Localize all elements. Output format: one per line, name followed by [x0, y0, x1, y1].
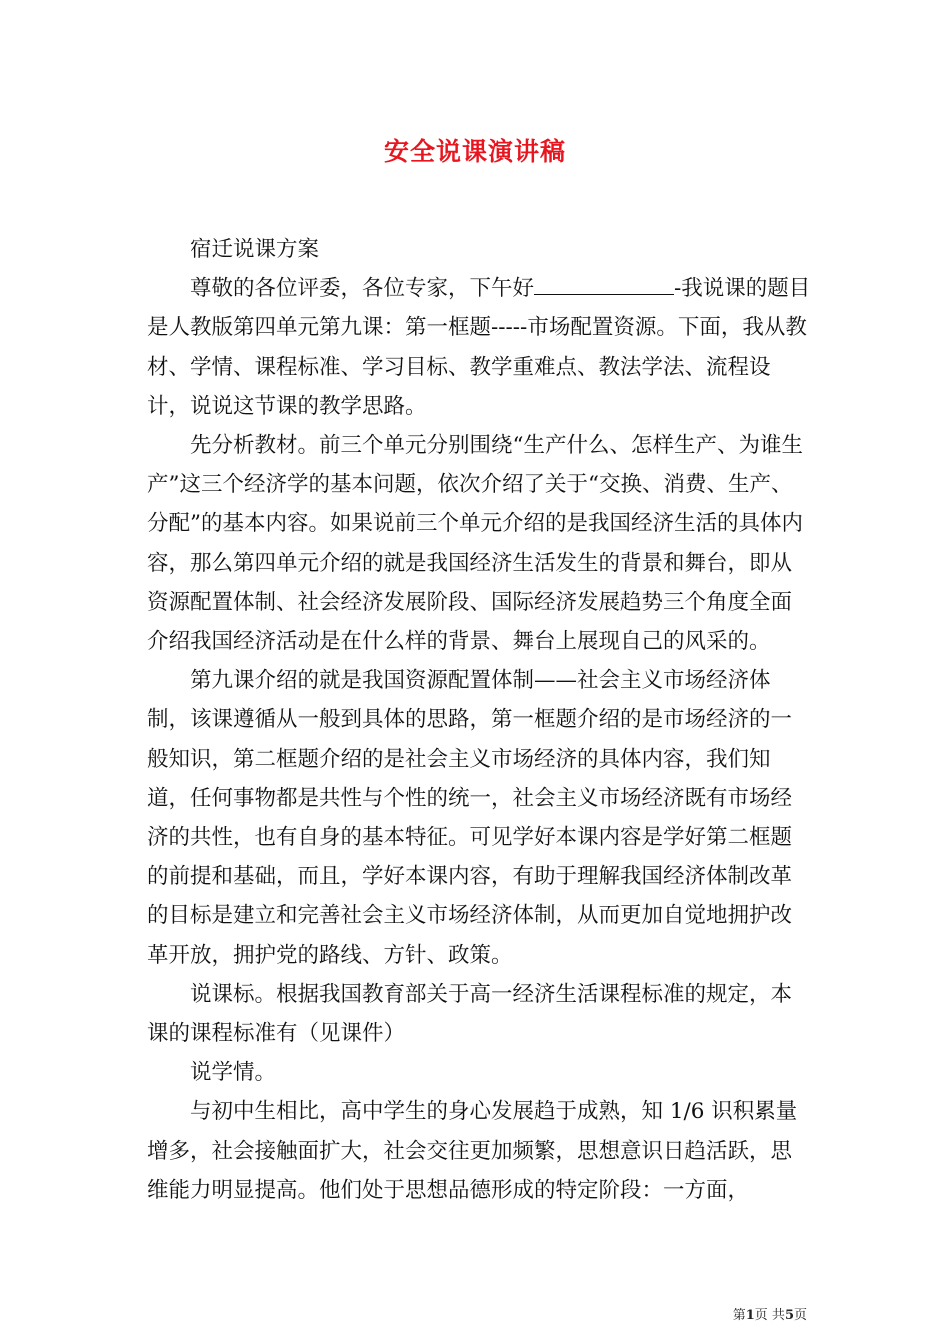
- paragraph: 先分析教材。前三个单元分别围绕“生产什么、怎样生产、为谁生产”这三个经济学的基本问题，依次介绍了关于“交换、消费、生产、分配”的基本内容。如果说前三个单元介绍的是我国经济生活的具体内容，那么第四单元介绍的就是我国经济生活发生的背景和舞台，即从资源配置体制、社会经济发展阶段、国际经济发展趋势三个角度全面介绍我国经济活动是在什么样的背景、舞台上展现自己的风采的。: [147, 433, 803, 655]
- paragraph: 与初中生相比，高中学生的身心发展趋于成熟，知 1/6 识积累量增多，社会接触面扩大，社会交往更加频繁，思想意识日趋活跃，思维能力明显提高。他们处于思想品德形成的特定阶段：一方面，: [147, 1099, 798, 1203]
- paragraph: [147, 269, 812, 426]
- footer-middle: 页 共: [754, 1308, 785, 1323]
- footer-page-number: 1: [745, 1308, 755, 1323]
- footer-suffix: 页: [793, 1308, 807, 1323]
- document-body: [147, 230, 812, 1210]
- paragraph-text: -我说课的题目是人教版第四单元第九课：第一框题-----市场配置资源。下面，我从教材、学情、课程标准、学习目标、教学重难点、教法学法、流程设计，说说这节课的教学思路。: [147, 276, 811, 419]
- fill-in-blank: [534, 272, 674, 295]
- paragraph: 说学情。: [190, 1060, 277, 1086]
- subtitle: 宿迁说课方案: [190, 237, 320, 262]
- paragraph-text: 尊敬的各位评委，各位专家，下午好: [190, 276, 535, 302]
- paragraph: 第九课介绍的就是我国资源配置体制——社会主义市场经济体制，该课遵循从一般到具体的思路，第一框题介绍的是市场经济的一般知识，第二框题介绍的是社会主义市场经济的具体内容，我们知道，任何事物都是共性与个性的统一，社会主义市场经济既有市场经济的共性，也有自身的基本特征。可见学好本课内容是学好第二框题的前提和基础，而且，学好本课内容，有助于理解我国经济体制改革的目标是建立和完善社会主义市场经济体制，从而更加自觉地拥护改革开放，拥护党的路线、方针、政策。: [147, 668, 793, 968]
- page-footer: [733, 1304, 807, 1323]
- footer-total-pages: 5: [784, 1308, 794, 1323]
- paragraph: 说课标。根据我国教育部关于高一经济生活课程标准的规定，本课的课程标准有（见课件）: [147, 981, 793, 1047]
- document-title: 安全说课演讲稿: [383, 137, 566, 166]
- footer-prefix: 第: [732, 1308, 746, 1323]
